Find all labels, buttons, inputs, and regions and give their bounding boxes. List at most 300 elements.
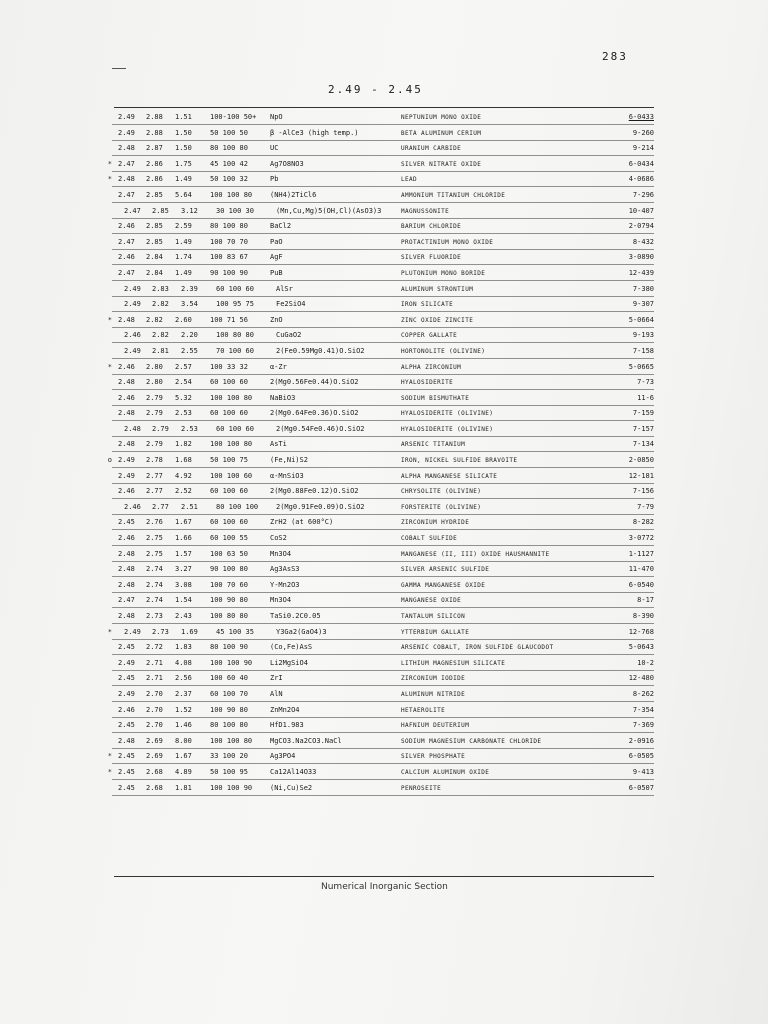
d-spacing-3: 1.51	[175, 113, 192, 121]
d-spacing-3: 1.49	[175, 268, 192, 277]
card-number: 6-0507	[628, 783, 654, 792]
d-spacing-1: 2.49	[118, 128, 135, 137]
table-row	[107, 360, 672, 376]
compound-name: ZINC OXIDE ZINCITE	[401, 316, 474, 324]
d-spacing-1: 2.49	[118, 113, 135, 121]
d-spacing-1: 2.46	[118, 534, 135, 543]
d-spacing-2: 2.82	[146, 315, 163, 324]
chemical-formula: 2(Mg0.56Fe0.44)O.SiO2	[270, 378, 359, 387]
intensities: 100 90 80	[210, 596, 248, 605]
bottom-rule	[114, 876, 654, 877]
table-row	[112, 718, 672, 734]
d-spacing-1: 2.47	[118, 159, 135, 168]
d-spacing-3: 1.46	[175, 721, 192, 730]
intensities: 100 60 40	[210, 674, 248, 683]
intensities: 33 100 20	[210, 752, 248, 761]
card-number: 9-260	[632, 128, 654, 137]
d-spacing-3: 2.54	[175, 378, 192, 387]
table-row	[112, 671, 672, 687]
d-spacing-2: 2.77	[146, 471, 163, 480]
compound-name: HETAEROLITE	[401, 706, 446, 714]
card-number: 10-407	[628, 206, 654, 215]
d-spacing-2: 2.73	[146, 612, 163, 620]
d-spacing-2: 2.82	[152, 300, 169, 309]
d-spacing-1: 2.49	[124, 627, 141, 636]
chemical-formula: AlN	[270, 689, 283, 698]
d-spacing-2: 2.85	[146, 237, 163, 246]
row-marker: *	[107, 752, 112, 761]
d-spacing-3: 2.60	[175, 315, 192, 324]
compound-name: ALUMINUM STRONTIUM	[401, 285, 474, 293]
table-row	[112, 110, 672, 126]
card-number: 7-296	[632, 190, 654, 199]
table-row	[112, 609, 672, 625]
card-number: 2-0916	[628, 736, 654, 745]
d-spacing-2: 2.77	[146, 487, 163, 496]
d-spacing-2: 2.88	[146, 128, 163, 137]
compound-name: MANGANESE OXIDE	[401, 597, 462, 605]
d-spacing-2: 2.72	[146, 643, 163, 652]
intensities: 60 100 60	[210, 518, 248, 527]
d-spacing-1: 2.45	[118, 752, 135, 761]
d-spacing-1: 2.48	[118, 736, 135, 745]
compound-name: ALPHA MANGANESE SILICATE	[401, 472, 498, 480]
d-spacing-3: 1.49	[175, 175, 192, 184]
row-marker: o	[107, 456, 112, 465]
d-spacing-1: 2.48	[118, 378, 135, 387]
card-number: 6-0433	[628, 113, 654, 121]
card-number: 7-156	[632, 487, 654, 496]
d-spacing-1: 2.48	[118, 549, 135, 558]
table-row	[112, 593, 672, 609]
chemical-formula: ZrI	[270, 674, 283, 683]
d-spacing-3: 2.55	[181, 346, 198, 355]
table-row	[112, 578, 672, 594]
compound-name: FORSTERITE (OLIVINE)	[401, 503, 482, 511]
d-spacing-2: 2.70	[146, 689, 163, 698]
d-spacing-3: 1.54	[175, 596, 192, 605]
intensities: 50 100 75	[210, 456, 248, 465]
table-row	[107, 172, 672, 188]
intensities: 100 70 60	[210, 580, 248, 589]
intensities: 100 71 56	[210, 315, 248, 324]
compound-name: HYALOSIDERITE	[401, 379, 454, 387]
table-row	[107, 313, 672, 329]
chemical-formula: MgCO3.Na2CO3.NaCl	[270, 736, 342, 745]
d-spacing-3: 1.67	[175, 518, 192, 527]
compound-name: LEAD	[401, 176, 418, 184]
table-row	[107, 157, 672, 173]
intensities: 100 70 70	[210, 237, 248, 246]
chemical-formula: ZrH2 (at 600°C)	[270, 518, 334, 527]
d-spacing-2: 2.69	[146, 736, 163, 745]
d-spacing-2: 2.79	[146, 440, 163, 449]
card-number: 7-369	[632, 721, 654, 730]
d-spacing-2: 2.80	[146, 362, 163, 371]
card-number: 9-413	[632, 767, 654, 776]
d-spacing-3: 4.08	[175, 658, 192, 667]
card-number: 12-181	[628, 471, 654, 480]
compound-name: CHRYSOLITE (OLIVINE)	[401, 488, 482, 496]
d-spacing-2: 2.71	[146, 658, 163, 667]
table-row	[112, 562, 672, 578]
d-spacing-3: 1.68	[175, 456, 192, 465]
compound-name: BETA ALUMINUM CERIUM	[401, 129, 482, 137]
intensities: 100 80 80	[216, 331, 254, 340]
row-marker: *	[107, 159, 112, 168]
table-row	[112, 344, 672, 360]
d-spacing-2: 2.73	[152, 627, 169, 636]
compound-name: URANIUM CARBIDE	[401, 145, 462, 153]
d-spacing-1: 2.48	[118, 175, 135, 184]
card-number: 8-432	[632, 237, 654, 246]
compound-name: HYALOSIDERITE (OLIVINE)	[401, 425, 494, 433]
card-number: 8-17	[637, 596, 654, 605]
card-number: 7-158	[632, 346, 654, 355]
card-number: 3-0890	[628, 253, 654, 262]
card-number: 8-390	[632, 612, 654, 620]
table-row	[112, 375, 672, 391]
table-row	[112, 687, 672, 703]
d-spacing-3: 1.50	[175, 128, 192, 137]
compound-name: COBALT SULFIDE	[401, 535, 458, 543]
intensities: 45 100 35	[216, 627, 254, 636]
table-row	[112, 266, 672, 282]
table-row	[112, 250, 672, 266]
d-spacing-2: 2.83	[152, 284, 169, 293]
card-number: 8-282	[632, 518, 654, 527]
range-title: 2.49 - 2.45	[328, 83, 423, 96]
chemical-formula: HfD1.983	[270, 721, 304, 730]
d-spacing-3: 2.39	[181, 284, 198, 293]
d-spacing-3: 1.57	[175, 549, 192, 558]
d-spacing-2: 2.74	[146, 596, 163, 605]
compound-name: ZIRCONIUM IODIDE	[401, 675, 466, 683]
d-spacing-3: 4.89	[175, 767, 192, 776]
d-spacing-1: 2.48	[118, 440, 135, 449]
table-row	[107, 625, 672, 641]
d-spacing-2: 2.76	[146, 518, 163, 527]
d-spacing-1: 2.47	[118, 268, 135, 277]
d-spacing-2: 2.68	[146, 767, 163, 776]
compound-name: SODIUM MAGNESIUM CARBONATE CHLORIDE	[401, 737, 542, 745]
compound-name: AMMONIUM TITANIUM CHLORIDE	[401, 191, 506, 199]
chemical-formula: Li2MgSiO4	[270, 658, 308, 667]
table-row	[107, 749, 672, 765]
chemical-formula: (Co,Fe)AsS	[270, 643, 313, 652]
d-spacing-2: 2.87	[146, 144, 163, 153]
chemical-formula: TaSi0.2C0.05	[270, 612, 321, 620]
card-number: 1-1127	[628, 549, 654, 558]
chemical-formula: 2(Mg0.88Fe0.12)O.SiO2	[270, 487, 359, 496]
intensities: 80 100 80	[210, 721, 248, 730]
table-row	[112, 781, 672, 797]
d-spacing-1: 2.48	[124, 424, 141, 433]
intensities: 100 95 75	[216, 300, 254, 309]
compound-name: BARIUM CHLORIDE	[401, 223, 462, 231]
intensities: 60 100 60	[210, 409, 248, 418]
d-spacing-1: 2.47	[124, 206, 141, 215]
d-spacing-2: 2.71	[146, 674, 163, 683]
table-row	[112, 406, 672, 422]
d-spacing-3: 1.75	[175, 159, 192, 168]
d-spacing-2: 2.82	[152, 331, 169, 340]
d-spacing-1: 2.45	[118, 518, 135, 527]
chemical-formula: ZnO	[270, 315, 283, 324]
d-spacing-3: 1.49	[175, 237, 192, 246]
d-spacing-2: 2.86	[146, 159, 163, 168]
d-spacing-3: 1.50	[175, 144, 192, 153]
intensities: 50 100 95	[210, 767, 248, 776]
compound-name: ZIRCONIUM HYDRIDE	[401, 519, 470, 527]
d-spacing-1: 2.46	[124, 502, 141, 511]
compound-name: YTTERBIUM GALLATE	[401, 628, 470, 636]
chemical-formula: AsTi	[270, 440, 287, 449]
compound-name: IRON SILICATE	[401, 301, 454, 309]
d-spacing-1: 2.48	[118, 612, 135, 620]
row-marker: *	[107, 315, 112, 324]
table-row	[112, 141, 672, 157]
card-number: 12-439	[628, 268, 654, 277]
d-spacing-1: 2.46	[118, 222, 135, 231]
intensities: 100-100 50+	[210, 113, 257, 121]
d-spacing-3: 3.54	[181, 300, 198, 309]
intensities: 90 100 80	[210, 565, 248, 574]
intensities: 80 100 100	[216, 502, 259, 511]
d-spacing-3: 2.52	[175, 487, 192, 496]
d-spacing-1: 2.47	[118, 237, 135, 246]
table-row	[112, 469, 672, 485]
table-row	[112, 126, 672, 142]
d-spacing-1: 2.45	[118, 783, 135, 792]
intensities: 100 33 32	[210, 362, 248, 371]
card-number: 2-0794	[628, 222, 654, 231]
compound-name: SILVER NITRATE OXIDE	[401, 160, 482, 168]
chemical-formula: PuB	[270, 268, 283, 277]
intensities: 100 100 80	[210, 440, 253, 449]
d-spacing-3: 1.82	[175, 440, 192, 449]
d-spacing-2: 2.68	[146, 783, 163, 792]
card-number: 11-470	[628, 565, 654, 574]
card-number: 7-354	[632, 705, 654, 714]
chemical-formula: 2(Mg0.54Fe0.46)O.SiO2	[276, 424, 365, 433]
compound-name: HAFNIUM DEUTERIUM	[401, 722, 470, 730]
d-spacing-3: 1.66	[175, 534, 192, 543]
d-spacing-1: 2.46	[124, 331, 141, 340]
chemical-formula: Ag3PO4	[270, 752, 296, 761]
chemical-formula: ZnMn2O4	[270, 705, 300, 714]
table-row	[112, 422, 672, 438]
intensities: 60 100 60	[210, 487, 248, 496]
d-spacing-2: 2.79	[146, 409, 163, 418]
d-spacing-2: 2.80	[146, 378, 163, 387]
table-row	[112, 531, 672, 547]
card-number: 6-0540	[628, 580, 654, 589]
d-spacing-1: 2.48	[118, 144, 135, 153]
compound-name: PROTACTINIUM MONO OXIDE	[401, 238, 494, 246]
d-spacing-2: 2.74	[146, 565, 163, 574]
d-spacing-1: 2.45	[118, 721, 135, 730]
intensities: 100 63 50	[210, 549, 248, 558]
chemical-formula: Mn3O4	[270, 596, 292, 605]
d-spacing-1: 2.48	[118, 315, 135, 324]
d-spacing-3: 2.53	[181, 424, 198, 433]
compound-name: IRON, NICKEL SULFIDE BRAVOITE	[401, 457, 518, 465]
chemical-formula: Ag3AsS3	[270, 565, 300, 574]
intensities: 100 100 90	[210, 783, 253, 792]
compound-name: HYALOSIDERITE (OLIVINE)	[401, 410, 494, 418]
card-number: 6-0434	[628, 159, 654, 168]
card-number: 9-193	[632, 331, 654, 340]
compound-name: COPPER GALLATE	[401, 332, 458, 340]
intensities: 30 100 30	[216, 206, 254, 215]
chemical-formula: NaBiO3	[270, 393, 296, 402]
d-spacing-3: 1.81	[175, 783, 192, 792]
d-spacing-3: 3.27	[175, 565, 192, 574]
compound-name: MANGANESE (II, III) OXIDE HAUSMANNITE	[401, 550, 550, 558]
header-dash	[112, 68, 126, 69]
card-number: 7-157	[632, 424, 654, 433]
intensities: 100 100 60	[210, 471, 253, 480]
compound-name: LITHIUM MAGNESIUM SILICATE	[401, 659, 506, 667]
d-spacing-1: 2.47	[118, 190, 135, 199]
card-number: 5-0665	[628, 362, 654, 371]
d-spacing-3: 2.37	[175, 689, 192, 698]
chemical-formula: NpO	[270, 113, 283, 121]
intensities: 60 100 55	[210, 534, 248, 543]
chemical-formula: CuGaO2	[276, 331, 302, 340]
table-row	[112, 328, 672, 344]
d-spacing-1: 2.46	[118, 253, 135, 262]
row-marker: *	[107, 362, 112, 371]
d-spacing-1: 2.46	[118, 393, 135, 402]
chemical-formula: Y3Ga2(GaO4)3	[276, 627, 327, 636]
d-spacing-2: 2.69	[146, 752, 163, 761]
chemical-formula: 2(Mg0.64Fe0.36)O.SiO2	[270, 409, 359, 418]
chemical-formula: α-Zr	[270, 362, 287, 371]
d-spacing-3: 1.74	[175, 253, 192, 262]
card-number: 7-73	[637, 378, 654, 387]
intensities: 70 100 60	[216, 346, 254, 355]
compound-name: SILVER PHOSPHATE	[401, 753, 466, 761]
table-row	[107, 765, 672, 781]
d-spacing-1: 2.46	[118, 362, 135, 371]
chemical-formula: AlSr	[276, 284, 293, 293]
intensities: 80 100 80	[210, 222, 248, 231]
d-spacing-2: 2.75	[146, 534, 163, 543]
intensities: 45 100 42	[210, 159, 248, 168]
d-spacing-1: 2.45	[118, 767, 135, 776]
table-row	[112, 547, 672, 563]
d-spacing-1: 2.48	[118, 409, 135, 418]
d-spacing-3: 1.69	[181, 627, 198, 636]
compound-name: TANTALUM SILICON	[401, 613, 466, 620]
d-spacing-1: 2.49	[124, 300, 141, 309]
chemical-formula: Mn3O4	[270, 549, 292, 558]
d-spacing-2: 2.84	[146, 253, 163, 262]
d-spacing-2: 2.79	[152, 424, 169, 433]
card-number: 8-262	[632, 689, 654, 698]
compound-name: CALCIUM ALUMINUM OXIDE	[401, 768, 490, 776]
table-row	[112, 235, 672, 251]
intensities: 100 80 80	[210, 612, 248, 620]
row-underline	[112, 795, 654, 796]
d-spacing-3: 1.52	[175, 705, 192, 714]
d-spacing-3: 2.56	[175, 674, 192, 683]
d-spacing-2: 2.85	[146, 222, 163, 231]
d-spacing-3: 1.67	[175, 752, 192, 761]
intensities: 60 100 60	[216, 284, 254, 293]
compound-name: HORTONOLITE (OLIVINE)	[401, 347, 486, 355]
d-spacing-3: 2.20	[181, 331, 198, 340]
chemical-formula: (Ni,Cu)Se2	[270, 783, 313, 792]
d-spacing-1: 2.49	[118, 658, 135, 667]
table-row	[112, 391, 672, 407]
intensities: 100 100 90	[210, 658, 253, 667]
card-number: 5-0664	[628, 315, 654, 324]
d-spacing-1: 2.48	[118, 580, 135, 589]
d-spacing-1: 2.49	[118, 471, 135, 480]
table-row	[112, 734, 672, 750]
d-spacing-3: 2.53	[175, 409, 192, 418]
d-spacing-3: 3.12	[181, 206, 198, 215]
d-spacing-1: 2.45	[118, 643, 135, 652]
d-spacing-1: 2.49	[118, 689, 135, 698]
row-marker: *	[107, 627, 112, 636]
d-spacing-1: 2.47	[118, 596, 135, 605]
chemical-formula: Ca12Al14O33	[270, 767, 317, 776]
chemical-formula: BaCl2	[270, 222, 292, 231]
table-row	[112, 500, 672, 516]
table-row	[112, 219, 672, 235]
intensities: 90 100 90	[210, 268, 248, 277]
intensities: 100 90 80	[210, 705, 248, 714]
card-number: 6-0505	[628, 752, 654, 761]
card-number: 12-480	[628, 674, 654, 683]
table-row	[107, 453, 672, 469]
card-number: 5-0643	[628, 643, 654, 652]
d-spacing-3: 5.64	[175, 190, 192, 199]
d-spacing-2: 2.70	[146, 705, 163, 714]
table-row	[112, 437, 672, 453]
intensities: 100 100 80	[210, 393, 253, 402]
table-row	[112, 703, 672, 719]
chemical-formula: 2(Fe0.59Mg0.41)O.SiO2	[276, 346, 365, 355]
table-row	[112, 640, 672, 656]
intensities: 60 100 60	[210, 378, 248, 387]
compound-name: SILVER FLUORIDE	[401, 254, 462, 262]
chemical-formula: α-MnSiO3	[270, 471, 304, 480]
chemical-formula: (Mn,Cu,Mg)5(OH,Cl)(AsO3)3	[276, 206, 382, 215]
card-number: 9-307	[632, 300, 654, 309]
d-spacing-2: 2.88	[146, 113, 163, 121]
d-spacing-1: 2.49	[118, 456, 135, 465]
intensities: 100 100 80	[210, 190, 253, 199]
table-row	[112, 188, 672, 204]
chemical-formula: UC	[270, 144, 279, 153]
card-number: 3-0772	[628, 534, 654, 543]
table-row	[112, 204, 672, 220]
intensities: 60 100 60	[216, 424, 254, 433]
table-row	[112, 656, 672, 672]
compound-name: ALUMINUM NITRIDE	[401, 690, 466, 698]
card-number: 11-6	[637, 393, 654, 402]
row-marker: *	[107, 767, 112, 776]
chemical-formula: β -AlCe3 (high temp.)	[270, 128, 359, 137]
table-row	[112, 297, 672, 313]
d-spacing-3: 3.08	[175, 580, 192, 589]
d-spacing-2: 2.85	[152, 206, 169, 215]
